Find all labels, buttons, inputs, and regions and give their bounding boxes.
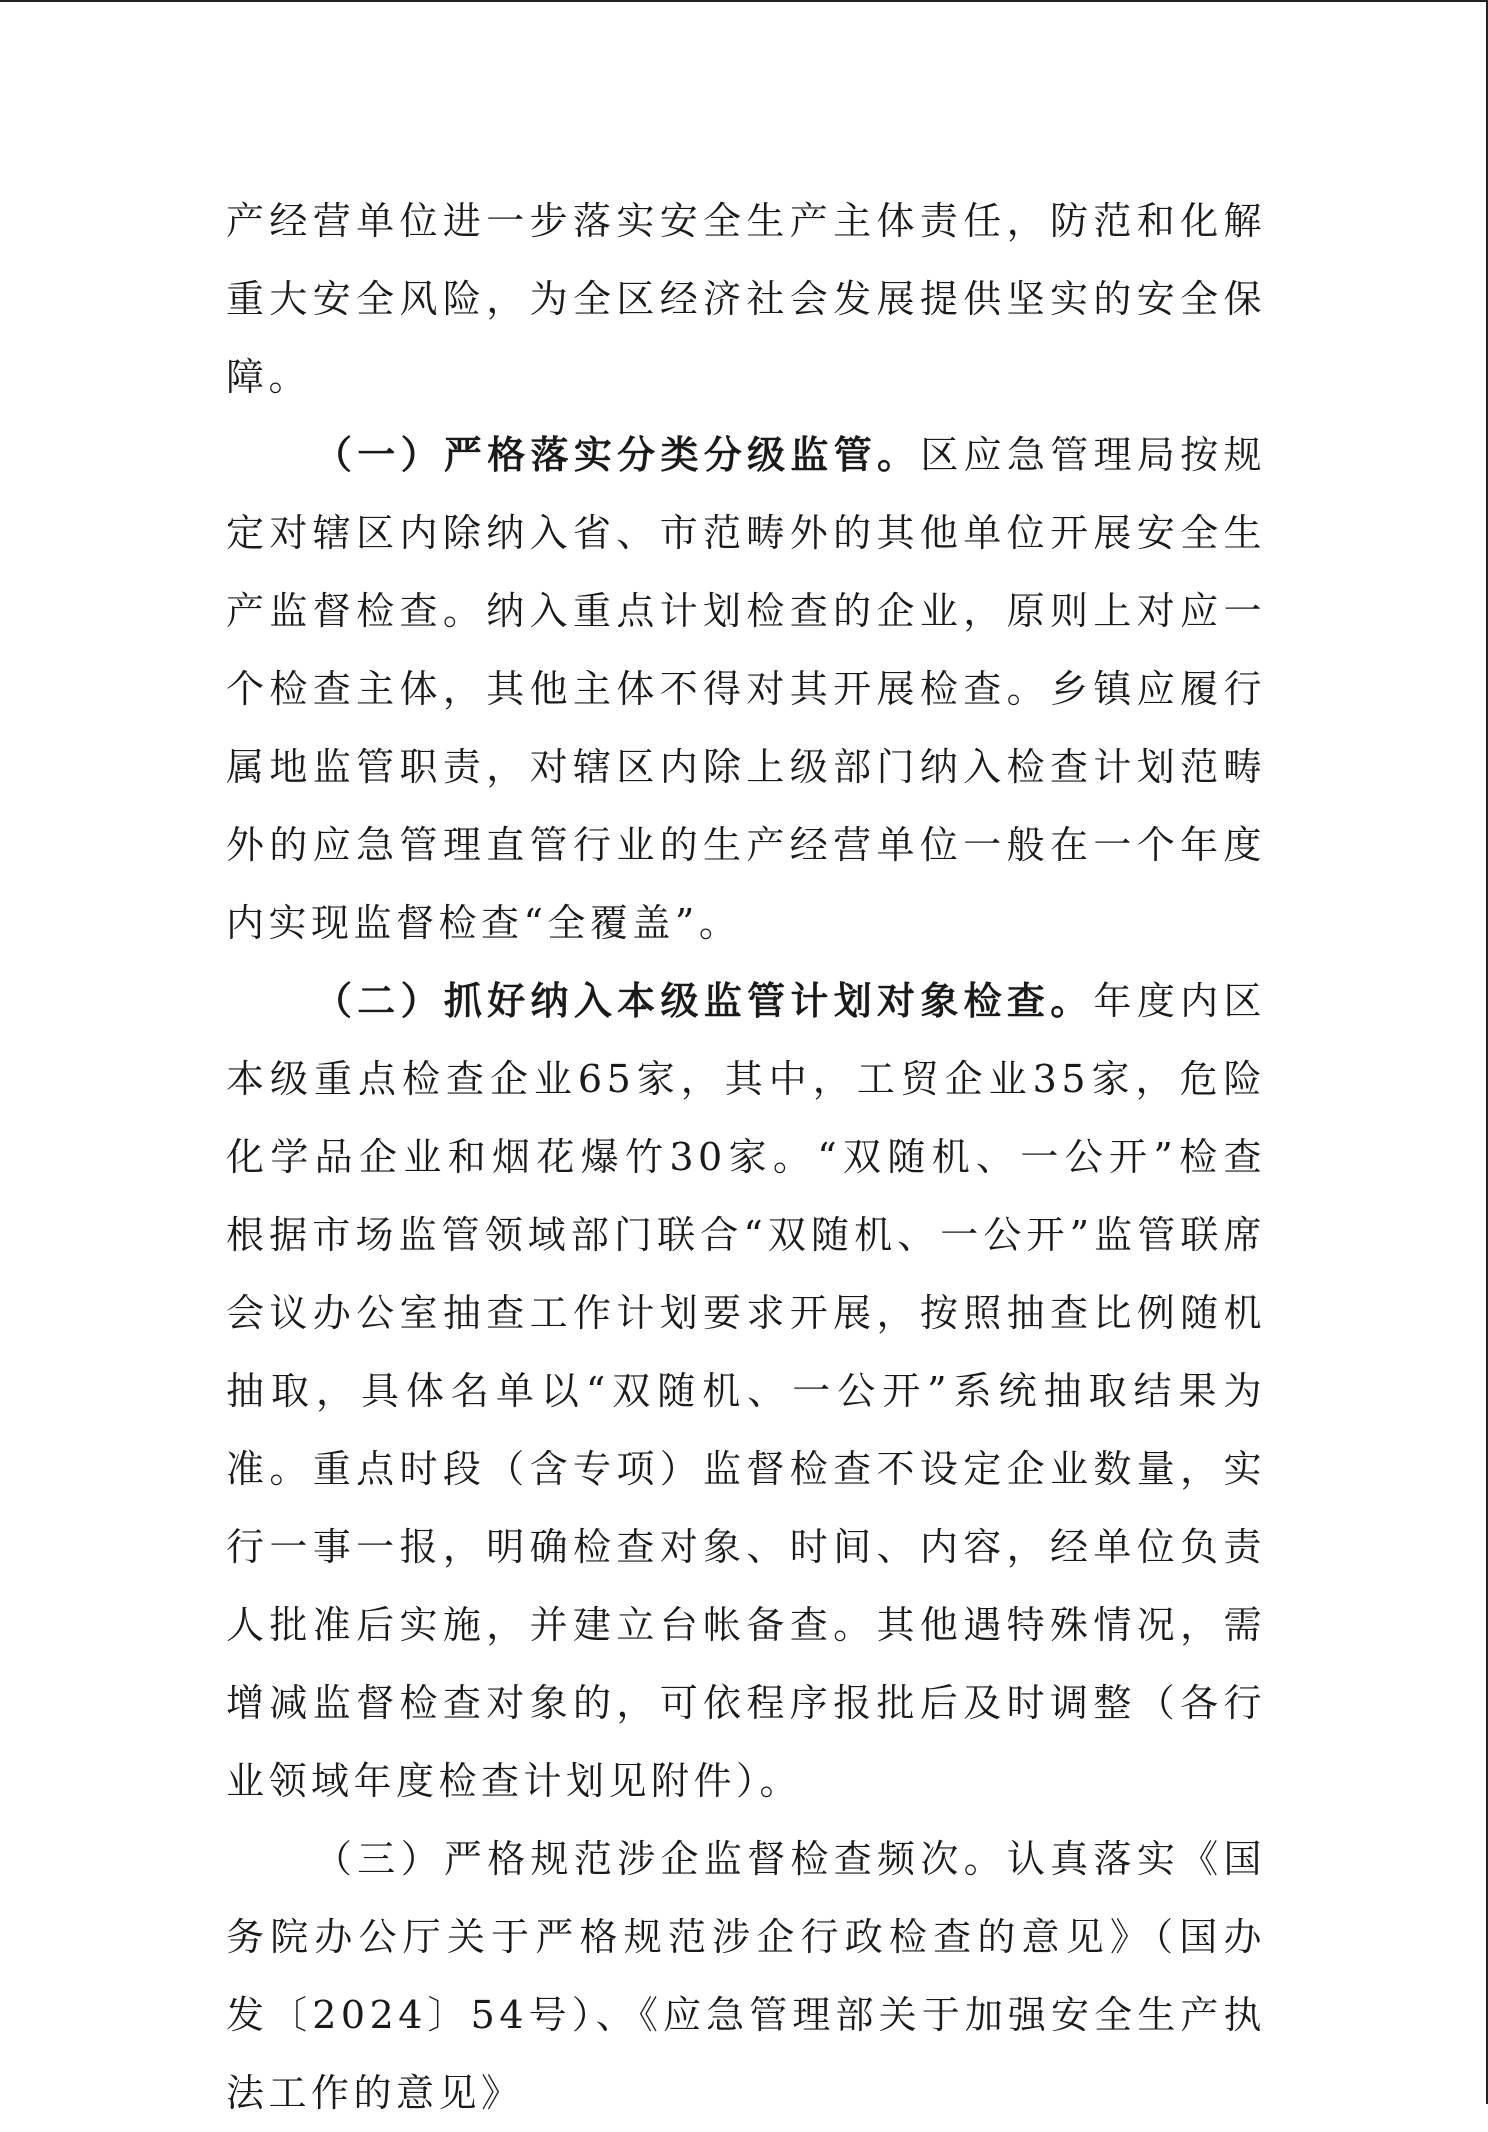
paragraph-text: 区应急管理局按规定对辖区内除纳入省、市范畴外的其他单位开展安全生产监督检查。纳入重点计划检查的企业，原则上对应一个检查主体，其他主体不得对其开展检查。乡镇应履行属地监管职责，对辖区内除上级部门纳入检查计划范畴外的应急管理直管行业的生产经营单位一般在一个年度内实现监督检查“全覆盖”。 (226, 433, 1266, 945)
document-body (226, 182, 1266, 2132)
paragraph-text: 产经营单位进一步落实安全生产主体责任，防范和化解重大安全风险，为全区经济社会发展提供坚实的安全保障。 (226, 199, 1266, 399)
paragraph-section-1 (226, 416, 1266, 962)
paragraph-continuation (226, 182, 1266, 416)
section-heading: （一）严格落实分类分级监管。 (314, 432, 921, 477)
paragraph-text: 年度内区本级重点检查企业65家，其中，工贸企业35家，危险化学品企业和烟花爆竹30家。“双随机、一公开”检查根据市场监管领域部门联合“双随机、一公开”监管联席会议办公室抽查工作计划要求开展，按照抽查比例随机抽取，具体名单以“双随机、一公开”系统抽取结果为准。重点时段（含专项）监督检查不设定企业数量，实行一事一报，明确检查对象、时间、内容，经单位负责人批准后实施，并建立台帐备查。其他遇特殊情况，需增减监督检查对象的，可依程序报批后及时调整（各行业领域年度检查计划见附件）。 (226, 979, 1266, 1803)
paragraph-text: （三）严格规范涉企监督检查频次。认真落实《国务院办公厅关于严格规范涉企行政检查的意见》（国办发〔2024〕54号）、《应急管理部关于加强安全生产执法工作的意见》 (226, 1837, 1266, 2115)
section-heading: （二）抓好纳入本级监管计划对象检查。 (314, 978, 1094, 1023)
paragraph-section-3 (226, 1820, 1266, 2132)
paragraph-section-2 (226, 962, 1266, 1820)
